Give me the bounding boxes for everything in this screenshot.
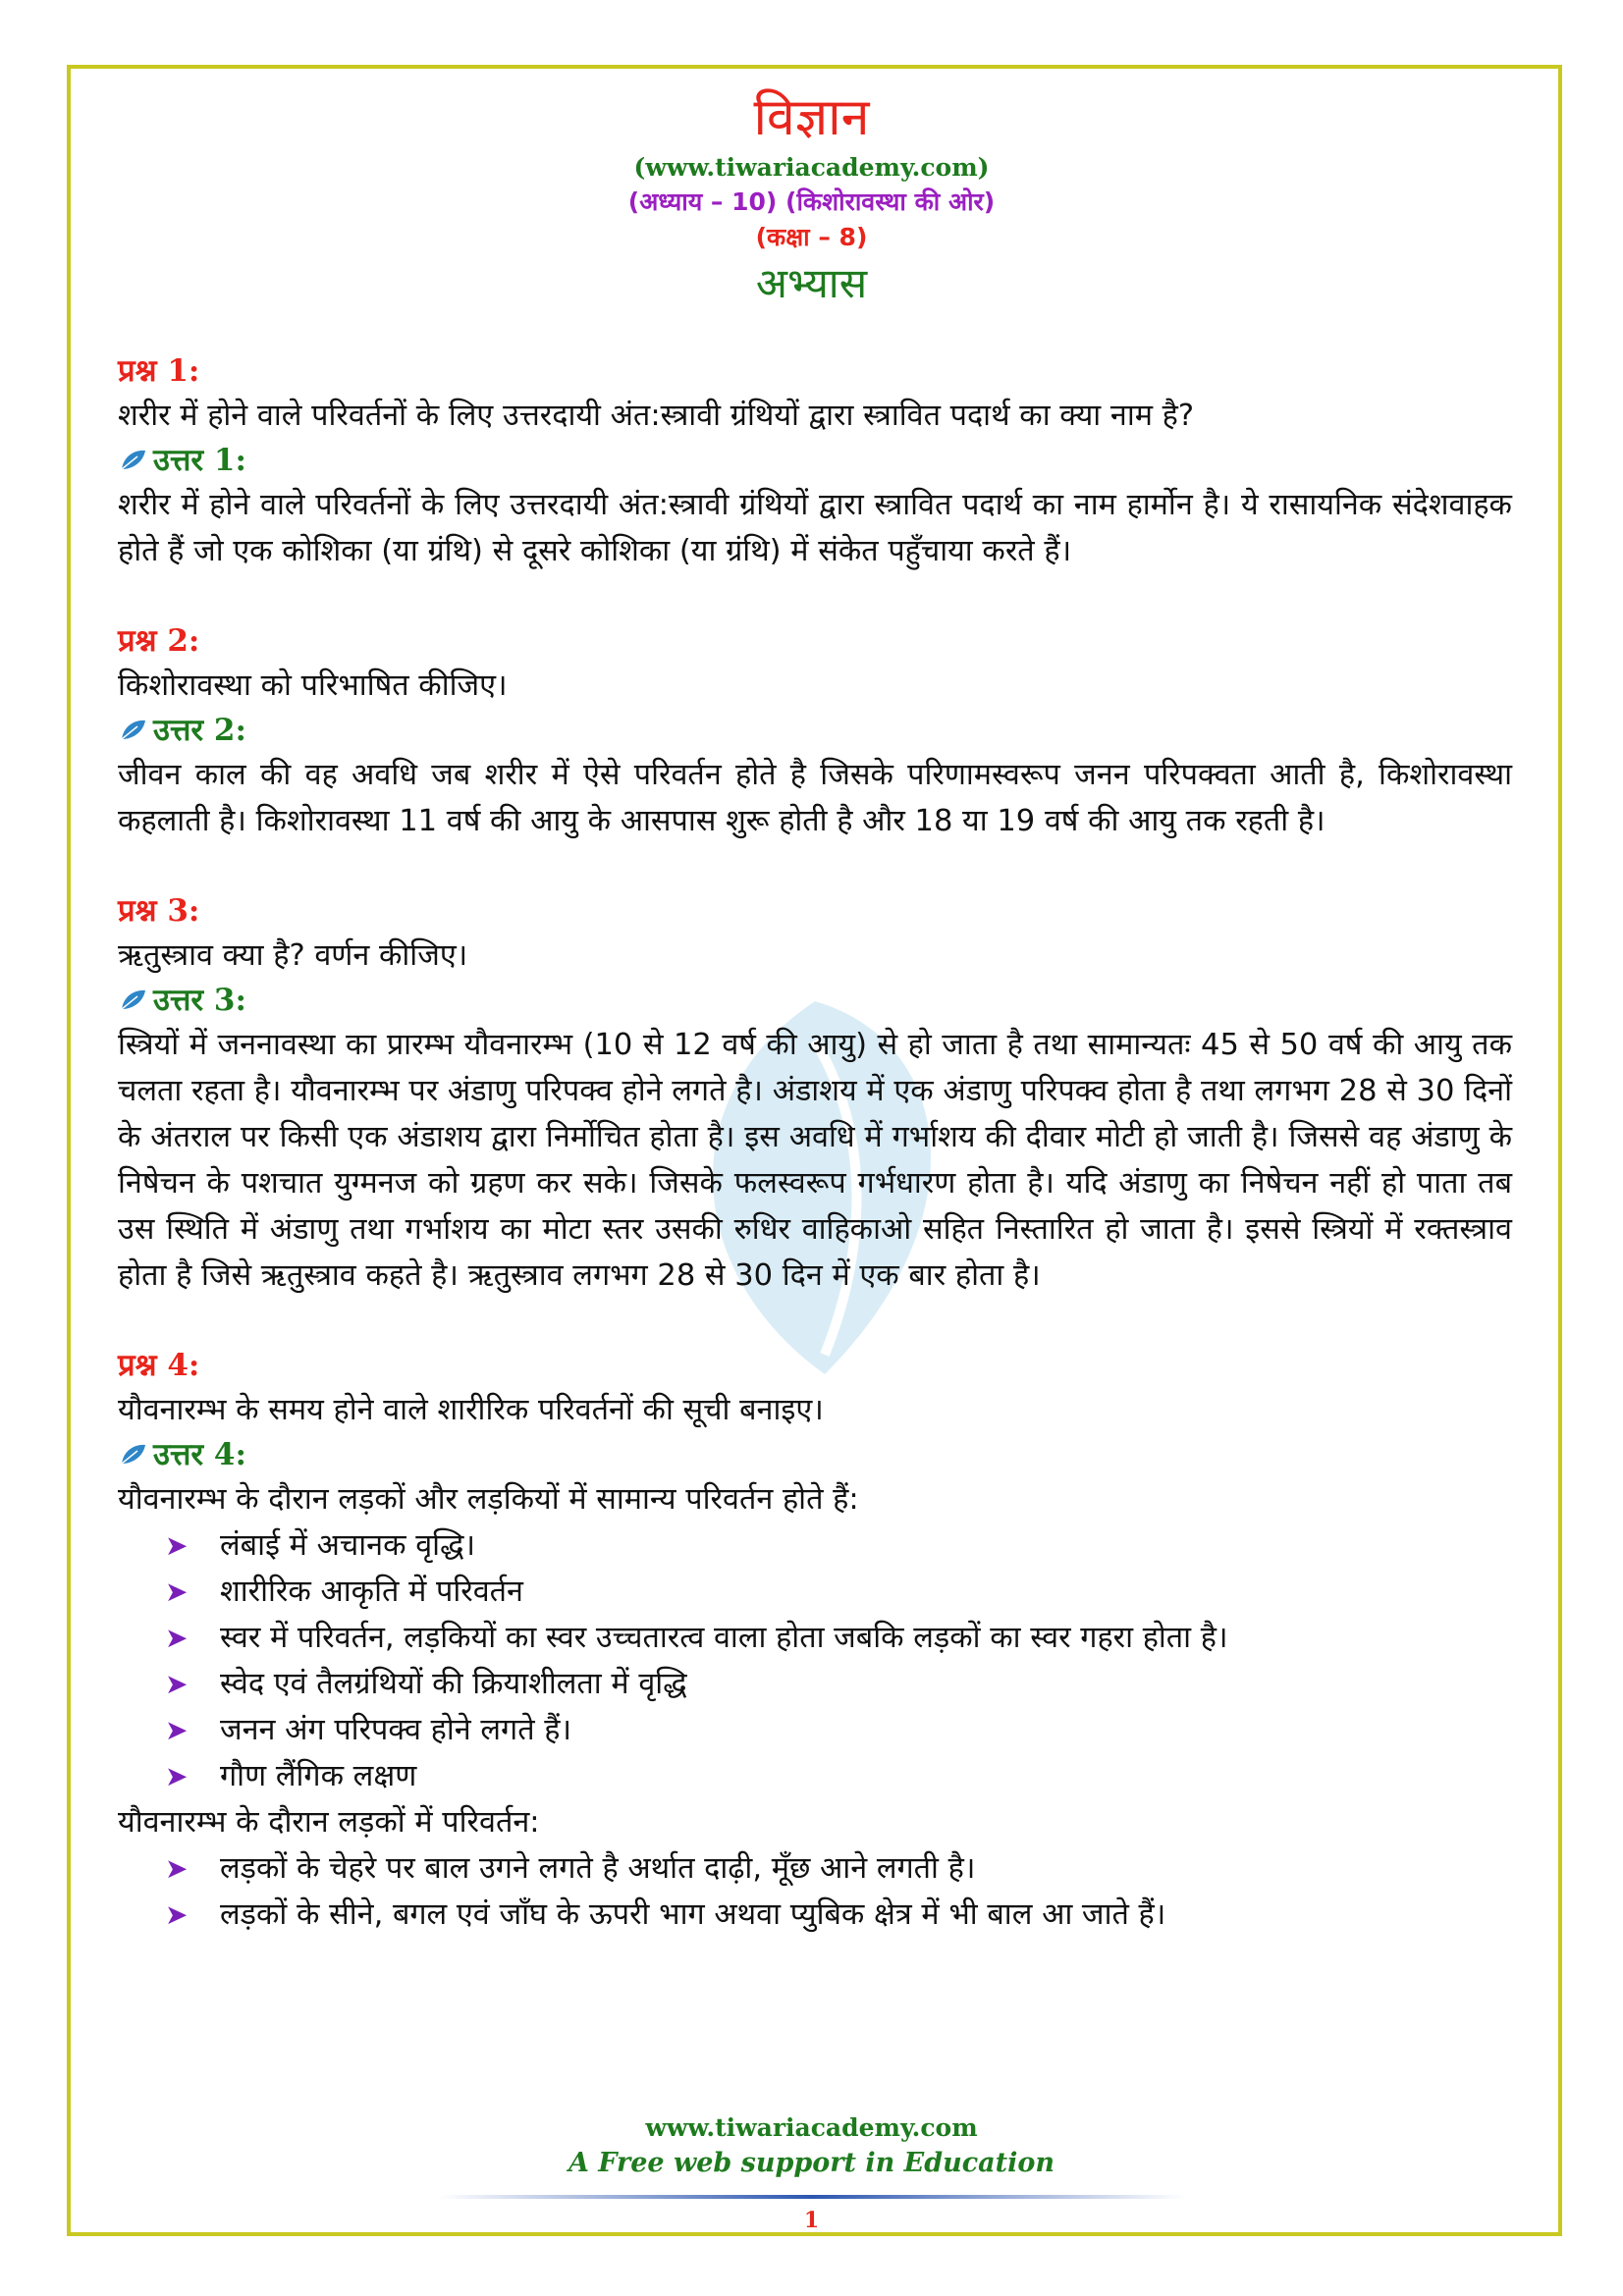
qa-block-4 xyxy=(118,1344,1512,1938)
common-changes-list xyxy=(118,1522,1512,1799)
answer-label xyxy=(118,439,1512,482)
question-label: प्रश्न 2: xyxy=(118,623,200,659)
leaf-icon xyxy=(118,718,147,743)
page-header xyxy=(0,84,1623,312)
qa-block-1 xyxy=(118,349,1512,574)
arrowhead-bullet-icon: ➤ xyxy=(165,1898,189,1931)
subject-title: विज्ञान xyxy=(753,88,870,147)
class-label: (कक्षा – 8) xyxy=(755,223,868,251)
list-item: ➤ स्वर में परिवर्तन, लड़कियों का स्वर उच्चतारत्व वाला होता जबकि लड़कों का स्वर गहरा होता है। xyxy=(165,1615,1512,1661)
leaf-icon xyxy=(118,988,147,1013)
answer-label-text: उत्तर 3: xyxy=(153,983,246,1018)
arrowhead-bullet-icon: ➤ xyxy=(165,1575,189,1608)
list-item: ➤ शारीरिक आकृति में परिवर्तन xyxy=(165,1569,1512,1615)
question-label: प्रश्न 3: xyxy=(118,893,200,929)
arrowhead-bullet-icon: ➤ xyxy=(165,1529,189,1562)
qa-block-3 xyxy=(118,889,1512,1299)
footer-website[interactable]: www.tiwariacademy.com xyxy=(645,2113,978,2142)
chapter-title: (अध्याय – 10) (किशोरावस्था की ओर) xyxy=(627,187,996,216)
arrowhead-bullet-icon: ➤ xyxy=(165,1714,189,1746)
question-text: किशोरावस्था को परिभाषित कीजिए। xyxy=(118,668,508,703)
answer-intro-common: यौवनारम्भ के दौरान लड़कों और लड़कियों में सामान्य परिवर्तन होते हैं: xyxy=(118,1482,859,1517)
leaf-icon xyxy=(118,448,147,473)
list-item: ➤ लड़कों के सीने, बगल एवं जाँघ के ऊपरी भाग अथवा प्युबिक क्षेत्र में भी बाल आ जाते हैं। xyxy=(165,1892,1512,1938)
question-label: प्रश्न 1: xyxy=(118,353,200,389)
answer-text: शरीर में होने वाले परिवर्तनों के लिए उत्तरदायी अंत:स्त्रावी ग्रंथियों द्वारा स्त्रावित पदार्थ का नाम हार्मोन है। ये रासायनिक संदेशवाहक होते हैं जो एक कोशिका (या ग्रंथि) से दूसरे कोशिका (या ग्रंथि) में संकेत पहुँचाया करते हैं। xyxy=(118,488,1512,568)
question-text: यौवनारम्भ के समय होने वाले शारीरिक परिवर्तनों की सूची बनाइए। xyxy=(118,1393,824,1427)
list-item: ➤ स्वेद एवं तैलग्रंथियों की क्रियाशीलता में वृद्धि xyxy=(165,1661,1512,1707)
answer-label xyxy=(118,1433,1512,1476)
list-item: ➤ लंबाई में अचानक वृद्धि। xyxy=(165,1522,1512,1569)
list-item: ➤ लड़कों के चेहरे पर बाल उगने लगते है अर्थात दाढ़ी, मूँछ आने लगती है। xyxy=(165,1845,1512,1892)
footer-tagline: A Free web support in Education xyxy=(568,2148,1055,2178)
list-item: ➤ गौण लैंगिक लक्षण xyxy=(165,1753,1512,1799)
page-number: 1 xyxy=(803,2208,820,2233)
qa-block-2 xyxy=(118,619,1512,844)
answer-label xyxy=(118,709,1512,752)
answer-text: स्त्रियों में जननावस्था का प्रारम्भ यौवनारम्भ (10 से 12 वर्ष की आयु) से हो जाता है तथा सामान्यतः 45 से 50 वर्ष की आयु तक चलता रहता है। यौवनारम्भ पर अंडाणु परिपक्व होने लगते है। अंडाशय में एक अंडाणु परिपक्व होता है तथा लगभग 28 से 30 दिनों के अंतराल पर किसी एक अंडाशय द्वारा निर्मोचित होता है। इस अवधि में गर्भाशय की दीवार मोटी हो जाती है। जिससे वह अंडाणु के निषेचन के पशचात युग्मनज को ग्रहण कर सके। जिसके फलस्वरूप गर्भधारण होता है। यदि अंडाणु का निषेचन नहीं हो पाता तब उस स्थिति में अंडाणु तथा गर्भाशय का मोटा स्तर उसकी रुधिर वाहिकाओ सहित निस्तारित हो जाता है। इससे स्त्रियों में रक्तस्त्राव होता है जिसे ऋतुस्त्राव कहते है। ऋतुस्त्राव लगभग 28 से 30 दिन में एक बार होता है। xyxy=(118,1028,1512,1293)
header-website: (www.tiwariacademy.com) xyxy=(633,153,990,182)
leaf-icon xyxy=(118,1442,147,1468)
answer-intro-boys: यौवनारम्भ के दौरान लड़कों में परिवर्तन: xyxy=(118,1805,540,1840)
list-item: ➤ जनन अंग परिपक्व होने लगते हैं। xyxy=(165,1707,1512,1753)
answer-label-text: उत्तर 4: xyxy=(153,1437,246,1472)
qa-content xyxy=(118,349,1512,1938)
answer-label-text: उत्तर 1: xyxy=(153,443,246,478)
question-label: प्रश्न 4: xyxy=(118,1348,200,1383)
answer-text: जीवन काल की वह अवधि जब शरीर में ऐसे परिवर्तन होते है जिसके परिणामस्वरूप जनन परिपक्वता आती है, किशोरावस्था कहलाती है। किशोरावस्था 11 वर्ष की आयु के आसपास शुरू होती है और 18 या 19 वर्ष की आयु तक रहती है। xyxy=(118,758,1512,838)
answer-label-text: उत्तर 2: xyxy=(153,713,246,748)
answer-label xyxy=(118,979,1512,1022)
arrowhead-bullet-icon: ➤ xyxy=(165,1852,189,1885)
boys-changes-list xyxy=(118,1845,1512,1938)
arrowhead-bullet-icon: ➤ xyxy=(165,1622,189,1654)
page-footer xyxy=(0,2112,1623,2242)
arrowhead-bullet-icon: ➤ xyxy=(165,1668,189,1700)
question-text: शरीर में होने वाले परिवर्तनों के लिए उत्तरदायी अंत:स्त्रावी ग्रंथियों द्वारा स्त्रावित पदार्थ का क्या नाम है? xyxy=(118,399,1195,433)
arrowhead-bullet-icon: ➤ xyxy=(165,1760,189,1792)
question-text: ऋतुस्त्राव क्या है? वर्णन कीजिए। xyxy=(118,938,468,973)
exercise-heading: अभ्यास xyxy=(755,259,868,307)
